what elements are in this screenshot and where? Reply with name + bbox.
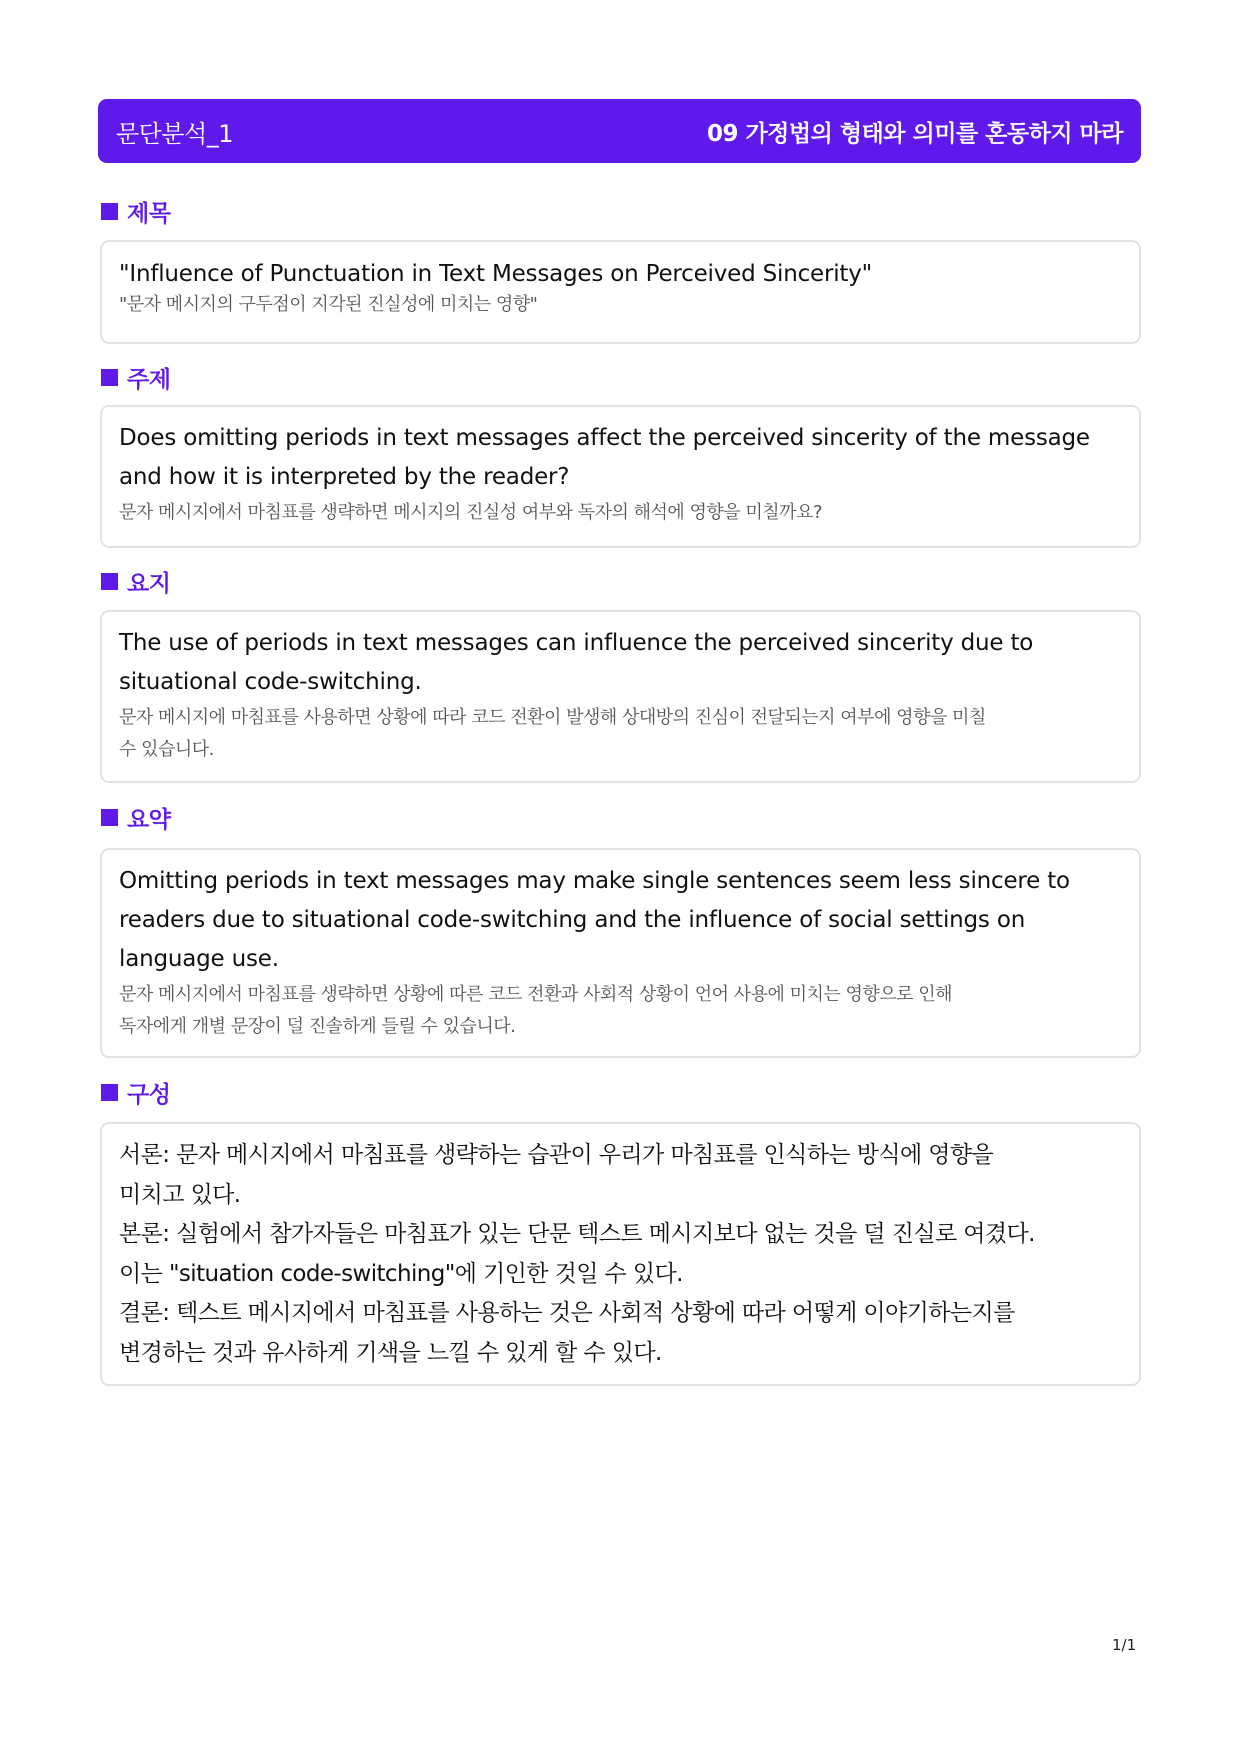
section-heading-label: 요약 bbox=[127, 806, 171, 833]
section-heading-label: 요지 bbox=[127, 570, 171, 597]
structure-line: 결론: 텍스트 메시지에서 마침표를 사용하는 것은 사회적 상황에 따라 어떻게 이야기하는지를 bbox=[119, 1300, 1015, 1326]
summary-english-line: readers due to situational code-switching and the influence of social settings on bbox=[119, 907, 1026, 933]
structure-line: 본론: 실험에서 참가자들은 마침표가 있는 단문 텍스트 메시지보다 없는 것을 덜 진실로 여겼다. bbox=[119, 1221, 1035, 1247]
document-label: 문단분석_1 bbox=[116, 119, 234, 148]
topic-card bbox=[100, 405, 1141, 548]
square-bullet-icon bbox=[101, 809, 118, 826]
section-heading-gist bbox=[101, 567, 170, 595]
gist-english-line: situational code-switching. bbox=[119, 669, 422, 695]
section-heading-label: 구성 bbox=[127, 1081, 171, 1108]
structure-card bbox=[100, 1122, 1141, 1386]
topic-english-line: Does omitting periods in text messages affect the perceived sincerity of the message bbox=[119, 425, 1090, 451]
section-heading-structure bbox=[101, 1078, 170, 1106]
topic-korean: 문자 메시지에서 마침표를 생략하면 메시지의 진실성 여부와 독자의 해석에 영향을 미칠까요? bbox=[119, 502, 823, 523]
title-english: "Influence of Punctuation in Text Messages on Perceived Sincerity" bbox=[119, 261, 873, 287]
title-card bbox=[100, 240, 1141, 344]
gist-korean-line: 수 있습니다. bbox=[119, 739, 214, 760]
topic-english-line: and how it is interpreted by the reader? bbox=[119, 464, 570, 490]
section-heading-topic bbox=[101, 363, 170, 391]
gist-card bbox=[100, 610, 1141, 783]
section-heading-summary bbox=[101, 803, 170, 831]
summary-card bbox=[100, 848, 1141, 1058]
title-korean: "문자 메시지의 구두점이 지각된 진실성에 미치는 영향" bbox=[119, 294, 538, 315]
section-heading-title bbox=[101, 197, 170, 225]
gist-english-line: The use of periods in text messages can influence the perceived sincerity due to bbox=[119, 630, 1034, 656]
chapter-title: 09 가정법의 형태와 의미를 혼동하지 마라 bbox=[706, 120, 1123, 147]
section-heading-label: 제목 bbox=[127, 200, 171, 227]
summary-korean-line: 문자 메시지에서 마침표를 생략하면 상황에 따른 코드 전환과 사회적 상황이 언어 사용에 미치는 영향으로 인해 bbox=[119, 984, 953, 1005]
section-heading-label: 주제 bbox=[127, 366, 171, 393]
page-header-bar bbox=[98, 99, 1141, 163]
page-number: 1/1 bbox=[1112, 1636, 1137, 1654]
summary-english-line: language use. bbox=[119, 946, 279, 972]
structure-line: 이는 "situation code-switching"에 기인한 것일 수 있다. bbox=[119, 1260, 683, 1287]
square-bullet-icon bbox=[101, 573, 118, 590]
square-bullet-icon bbox=[101, 1084, 118, 1101]
square-bullet-icon bbox=[101, 203, 118, 220]
square-bullet-icon bbox=[101, 369, 118, 386]
gist-korean-line: 문자 메시지에 마침표를 사용하면 상황에 따라 코드 전환이 발생해 상대방의 진심이 전달되는지 여부에 영향을 미칠 bbox=[119, 707, 986, 728]
summary-english-line: Omitting periods in text messages may make single sentences seem less sincere to bbox=[119, 868, 1070, 894]
structure-line: 서론: 문자 메시지에서 마침표를 생략하는 습관이 우리가 마침표를 인식하는 방식에 영향을 bbox=[119, 1142, 994, 1168]
structure-line: 미치고 있다. bbox=[119, 1181, 241, 1208]
summary-korean-line: 독자에게 개별 문장이 덜 진솔하게 들릴 수 있습니다. bbox=[119, 1016, 516, 1037]
structure-line: 변경하는 것과 유사하게 기색을 느낄 수 있게 할 수 있다. bbox=[119, 1339, 662, 1366]
